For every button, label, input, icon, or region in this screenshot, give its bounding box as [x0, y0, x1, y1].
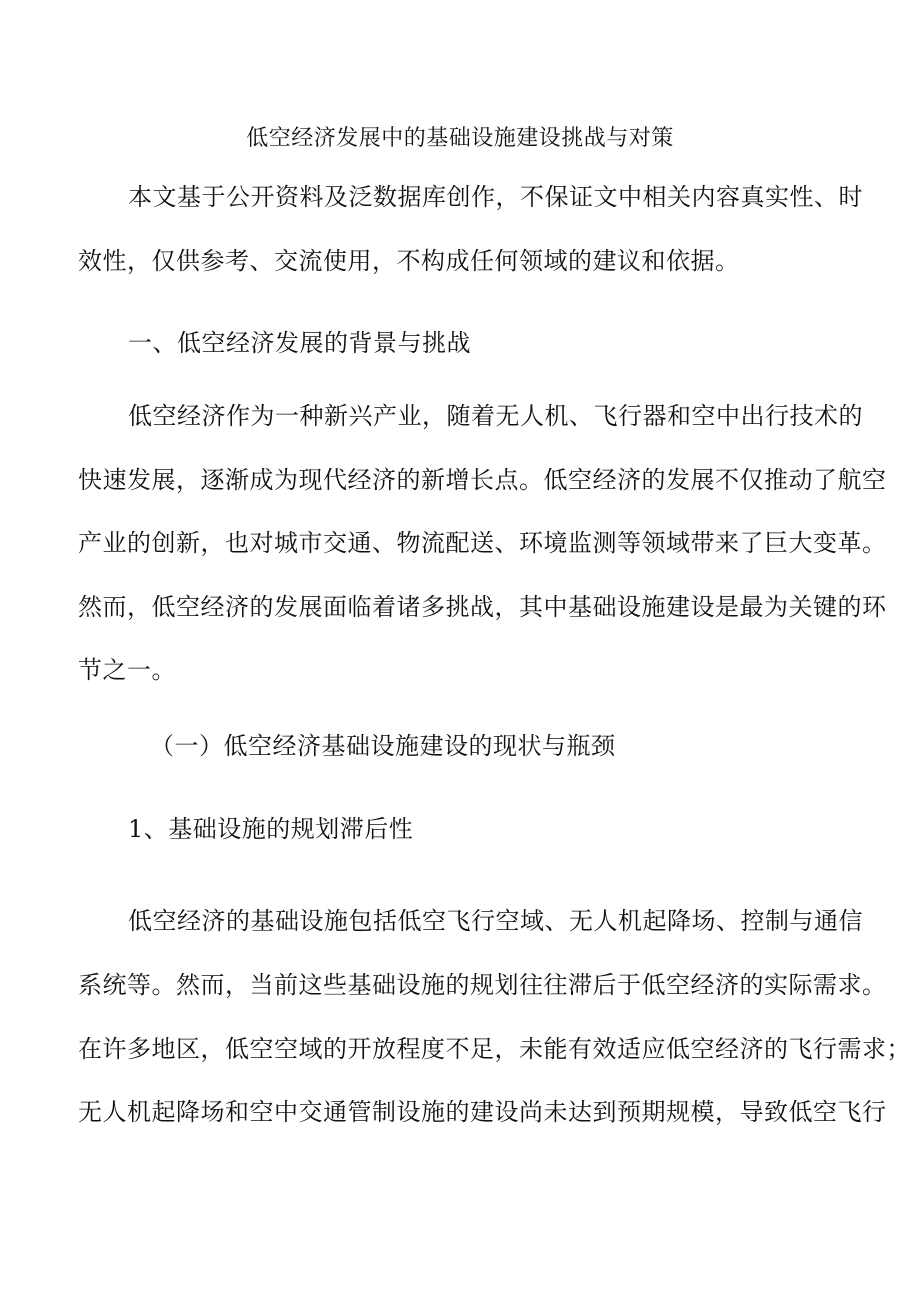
paragraph-line: 产业的创新，也对城市交通、物流配送、环境监测等领域带来了巨大变革。	[78, 529, 887, 557]
paragraph-line: 快速发展，逐渐成为现代经济的新增长点。低空经济的发展不仅推动了航空	[78, 466, 887, 494]
paragraph-line: 系统等。然而，当前这些基础设施的规划往往滞后于低空经济的实际需求。	[78, 971, 887, 999]
disclaimer-line-1: 本文基于公开资料及泛数据库创作，不保证文中相关内容真实性、时	[128, 183, 863, 211]
paragraph-line: 在许多地区，低空空域的开放程度不足，未能有效适应低空经济的飞行需求；	[78, 1035, 911, 1063]
disclaimer-line-2: 效性，仅供参考、交流使用，不构成任何领域的建议和依据。	[78, 247, 740, 275]
paragraph-line: 然而，低空经济的发展面临着诸多挑战，其中基础设施建设是最为关键的环	[78, 593, 887, 621]
paragraph-line: 节之一。	[78, 656, 176, 684]
subsection-heading: （一）低空经济基础设施建设的现状与瓶颈	[150, 732, 616, 760]
paragraph-line: 低空经济的基础设施包括低空飞行空域、无人机起降场、控制与通信	[128, 907, 863, 935]
item-heading: 1、基础设施的规划滞后性	[128, 815, 414, 843]
document-title: 低空经济发展中的基础设施建设挑战与对策	[246, 126, 674, 151]
paragraph-line: 无人机起降场和空中交通管制设施的建设尚未达到预期规模，导致低空飞行	[78, 1098, 887, 1126]
section-heading: 一、低空经济发展的背景与挑战	[128, 329, 471, 357]
paragraph-line: 低空经济作为一种新兴产业，随着无人机、飞行器和空中出行技术的	[128, 402, 863, 430]
